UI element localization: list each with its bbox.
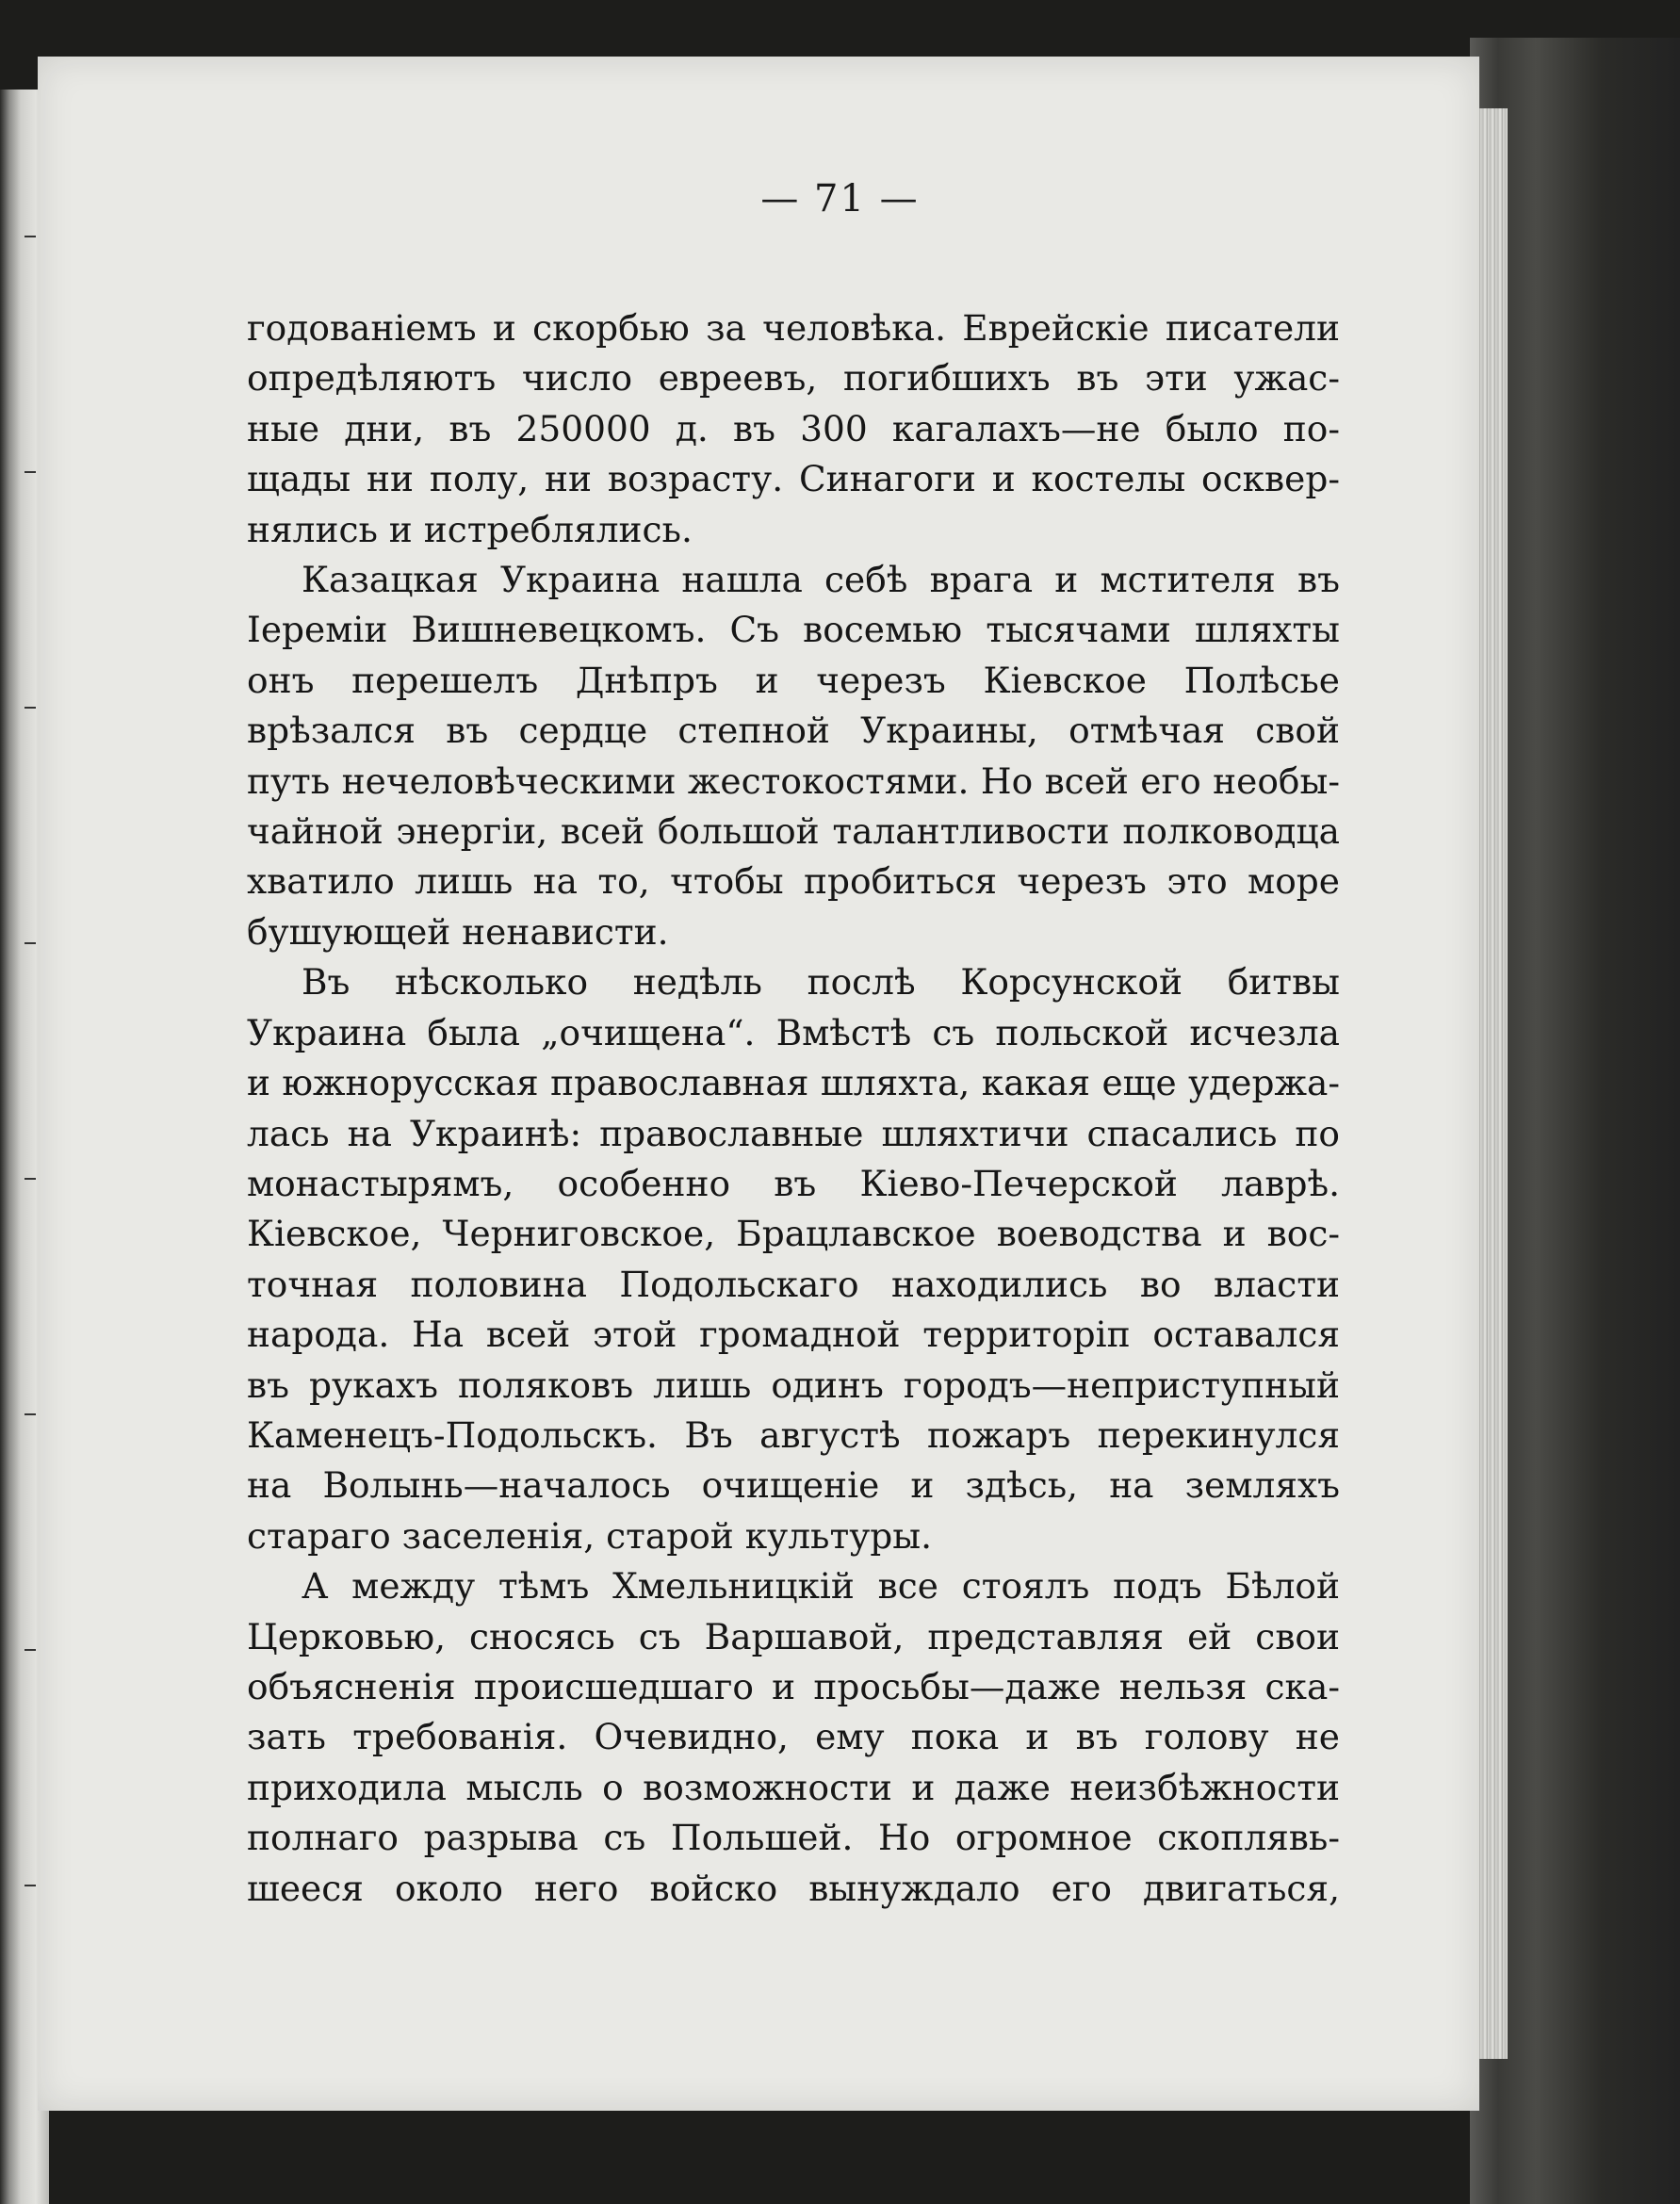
- text-line: въ рукахъ поляковъ лишь одинъ городъ—неприступный: [247, 1363, 1340, 1406]
- stitch-mark: [24, 942, 36, 944]
- text-line: Іереміи Вишневецкомъ. Съ восемью тысячами шляхты: [247, 609, 1340, 651]
- text-line: точная половина Подольскаго находились во власти: [247, 1263, 1340, 1305]
- text-line: нялись и истреблялись.: [247, 508, 693, 550]
- text-line: Украина была „очищена“. Вмѣстѣ съ польской исчезла: [247, 1011, 1340, 1053]
- stitch-mark: [24, 1885, 36, 1886]
- text-line: ные дни, въ 250000 д. въ 300 кагалахъ—не было по-: [247, 407, 1340, 449]
- text-line: Каменецъ-Подольскъ. Въ августѣ пожаръ перекинулся: [247, 1413, 1340, 1456]
- stitch-mark: [24, 236, 36, 237]
- paragraph: [247, 303, 1340, 555]
- paragraph: [247, 1561, 1340, 1914]
- text-line: шееся около него войско вынуждало его двигаться,: [247, 1867, 1340, 1909]
- text-line: зать требованія. Очевидно, ему пока и въ голову не: [247, 1716, 1340, 1758]
- text-line: бушующей ненависти.: [247, 910, 669, 953]
- text-line: врѣзался въ сердце степной Украины, отмѣчая свой: [247, 710, 1340, 752]
- paragraph: [247, 555, 1340, 957]
- text-line: чайной энергіи, всей большой талантливости полководца: [247, 810, 1340, 853]
- text-line: опредѣляютъ число евреевъ, погибшихъ въ эти ужас-: [247, 357, 1340, 400]
- stitch-mark: [24, 1413, 36, 1415]
- page-number-header: — 71 —: [760, 177, 920, 220]
- text-line: приходила мысль о возможности и даже неизбѣжности: [247, 1766, 1340, 1808]
- text-line: стараго заселенія, старой культуры.: [247, 1514, 933, 1557]
- text-line: путь нечеловѣческими жестокостями. Но всей его необы-: [247, 759, 1340, 802]
- text-line: Кіевское, Черниговское, Брацлавское воеводства и вос-: [247, 1213, 1340, 1255]
- text-line: полнаго разрыва съ Польшей. Но огромное скоплявь-: [247, 1817, 1340, 1859]
- text-line: щады ни полу, ни возрасту. Синагоги и костелы осквер-: [247, 458, 1340, 500]
- stitch-mark: [24, 707, 36, 709]
- text-line: онъ перешелъ Днѣпръ и черезъ Кіевское Полѣсье: [247, 659, 1340, 701]
- text-line: объясненія происшедшаго и просьбы—даже нельзя ска-: [247, 1665, 1340, 1707]
- text-line: лась на Украинѣ: православные шляхтичи спасались по: [247, 1112, 1340, 1154]
- text-line: Въ нѣсколько недѣль послѣ Корсунской битвы: [302, 961, 1340, 1004]
- text-line: А между тѣмъ Хмельницкій все стоялъ подъ Бѣлой: [302, 1565, 1340, 1608]
- text-line: народа. На всей этой громадной территоріп оставался: [247, 1314, 1340, 1356]
- stitch-mark: [24, 1649, 36, 1651]
- text-line: хватило лишь на то, чтобы пробиться черезъ это море: [247, 860, 1340, 903]
- text-line: и южнорусская православная шляхта, какая еще удержа-: [247, 1062, 1340, 1104]
- text-line: монастырямъ, особенно въ Кіево-Печерской лаврѣ.: [247, 1162, 1340, 1204]
- text-line: Казацкая Украина нашла себѣ врага и мстителя въ: [302, 559, 1340, 601]
- paragraph: [247, 957, 1340, 1561]
- page-text: [247, 303, 1340, 1914]
- text-line: годованіемъ и скорбью за человѣка. Еврейскіе писатели: [247, 307, 1340, 349]
- text-line: на Волынь—началось очищеніе и здѣсь, на земляхъ: [247, 1464, 1340, 1507]
- stitch-mark: [24, 1178, 36, 1180]
- text-line: Церковью, сносясь съ Варшавой, представляя ей свои: [247, 1615, 1340, 1657]
- stitch-mark: [24, 471, 36, 473]
